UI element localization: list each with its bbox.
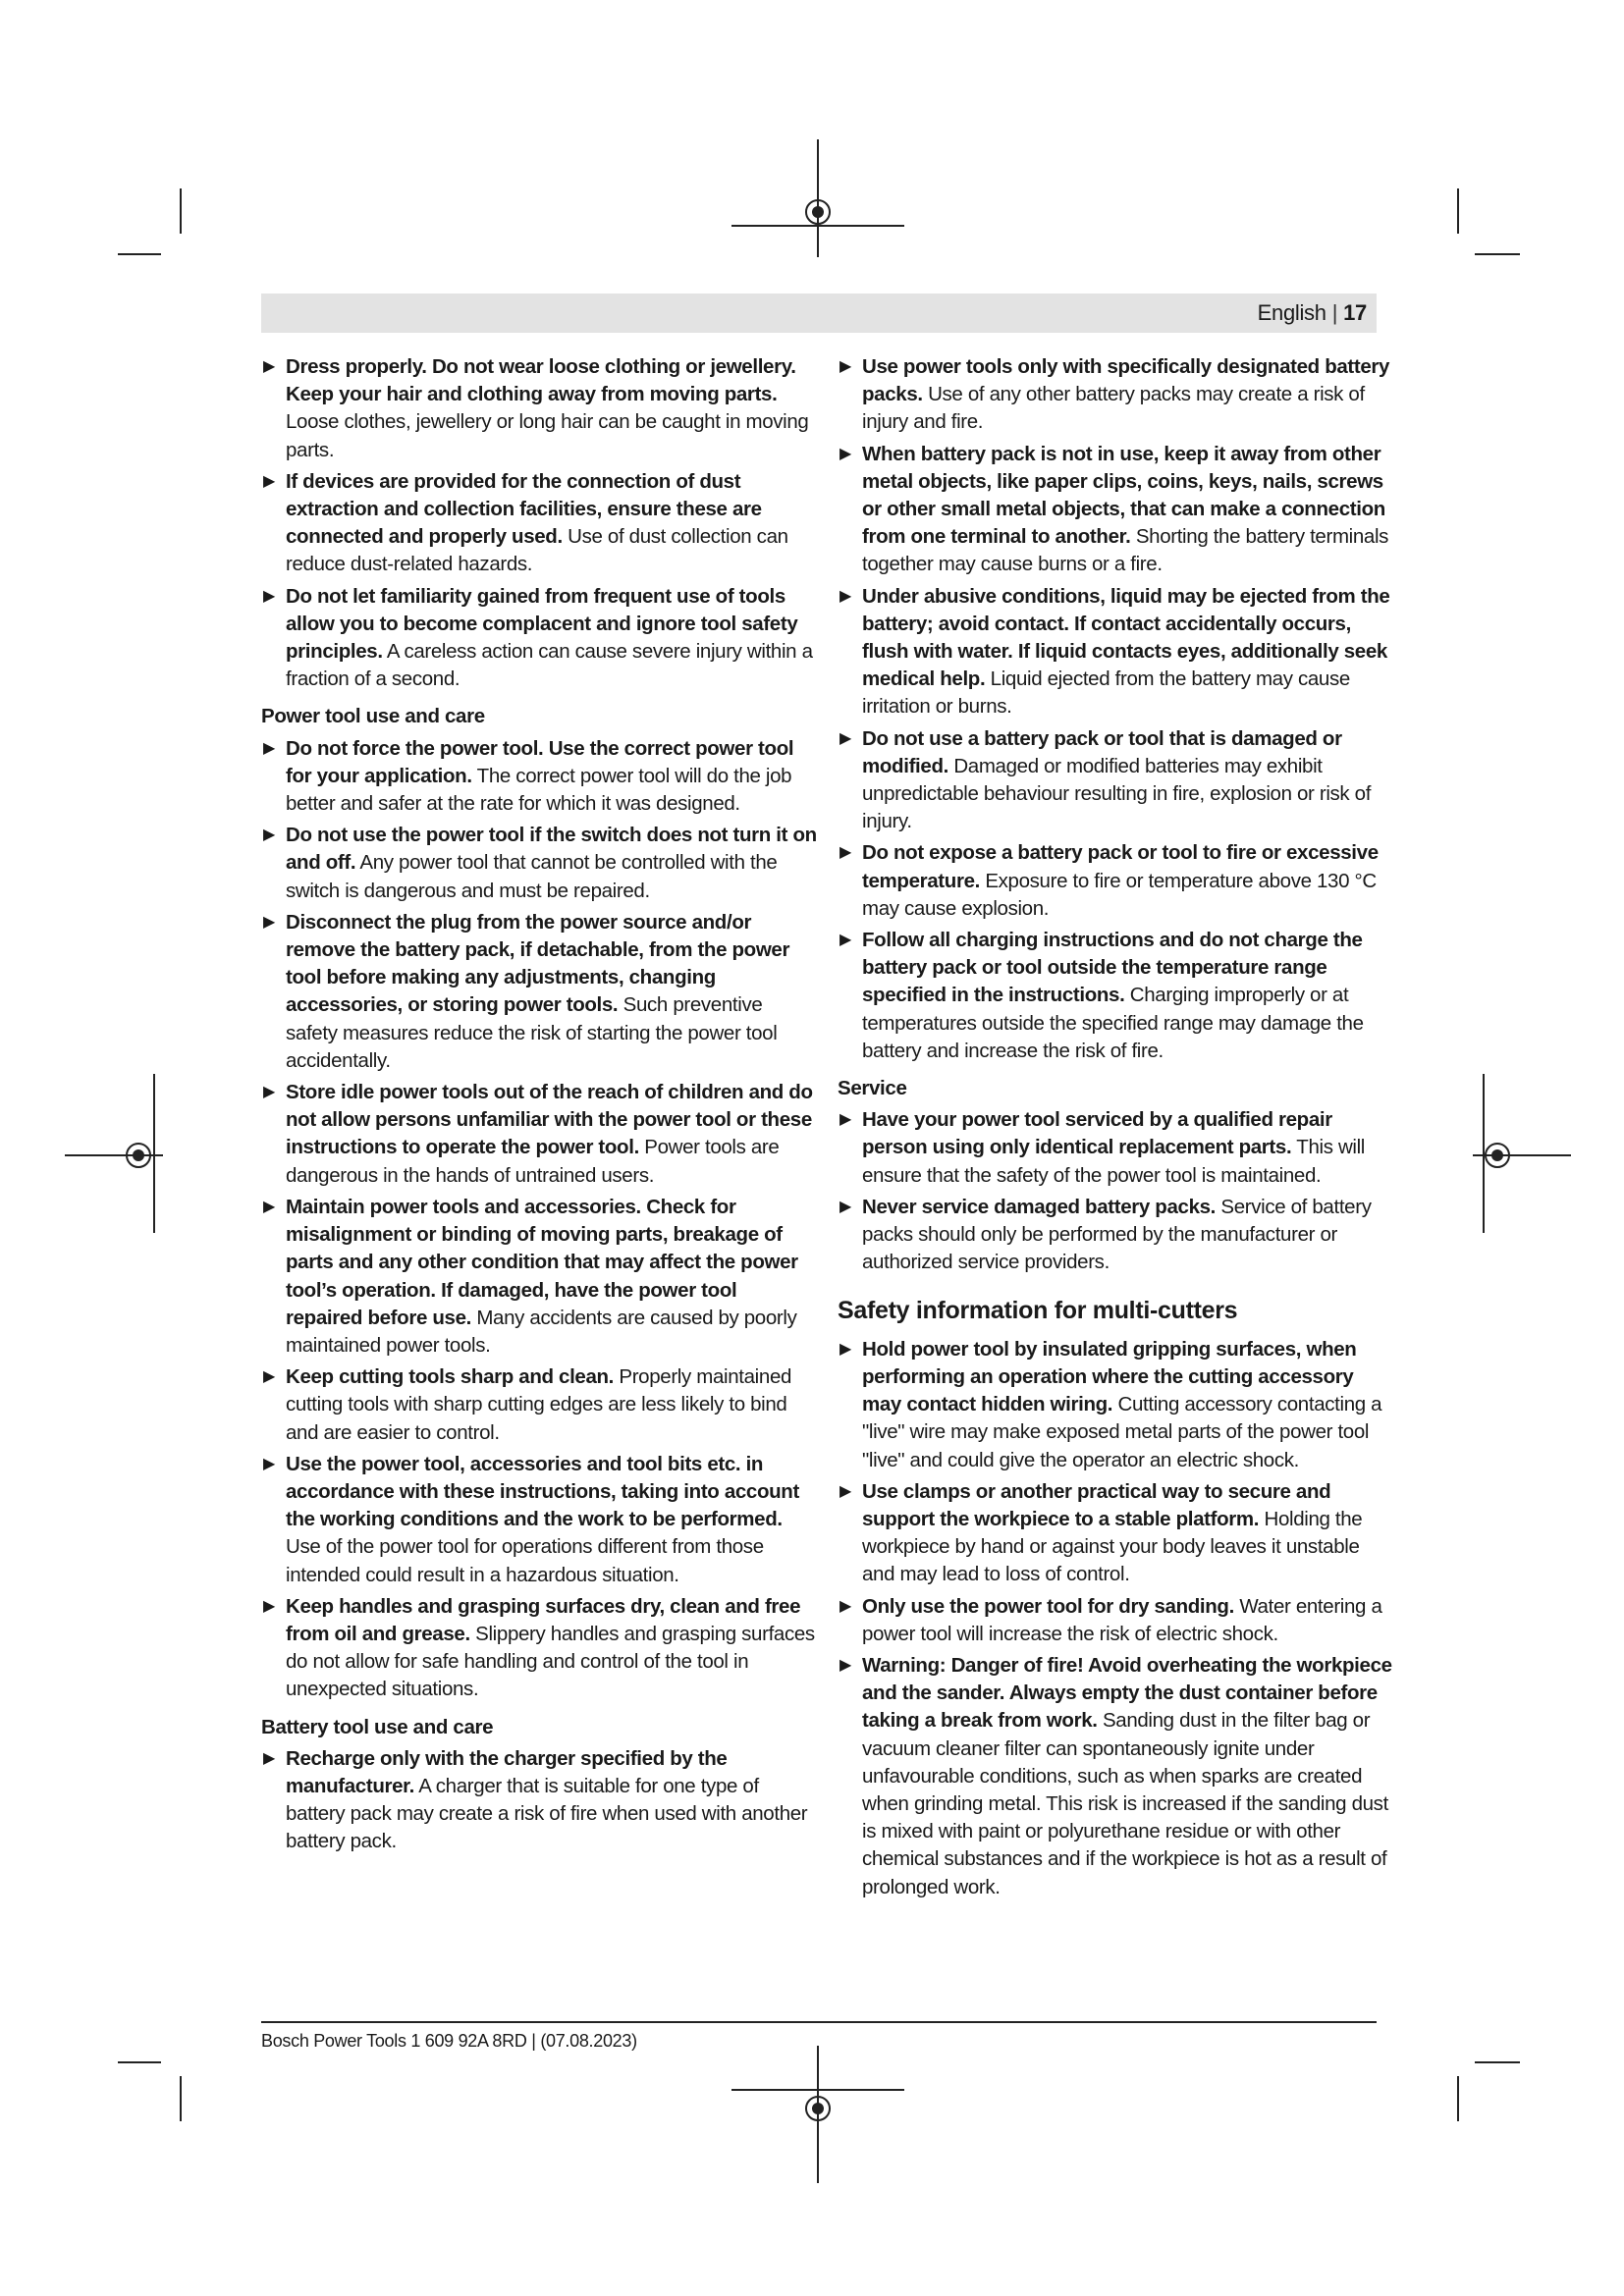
item-paragraph [286,735,817,819]
item-instruction: Keep handles and grasping surfaces dry, clean and free from oil and grease. [286,1594,801,1645]
bullet-arrow-icon: ▶ [263,1084,275,1101]
header-separator: | [1331,300,1338,325]
item-explanation: Sanding dust in the filter bag or vacuum cleaner filter can spontaneously ignite under unfavourable conditions, such as when sparks are created when grinding metal. This risk is increased if the sanding dust is mixed with paint or polyurethane residue or with other chemical substances and if the workpiece is hot as a result of prolonged work. [862,1709,1388,1898]
bullet-arrow-icon: ▶ [263,587,275,605]
safety-list-item [838,1478,1393,1589]
item-explanation: Slippery handles and grasping surfaces do not allow for safe handling and control of the tool in unexpected situations. [286,1622,815,1701]
safety-list-item [838,927,1393,1065]
safety-list-item [261,909,817,1075]
item-instruction: Keep cutting tools sharp and clean. [286,1365,615,1389]
bullet-arrow-icon: ▶ [263,1455,275,1472]
item-paragraph [862,927,1393,1065]
safety-list-item [838,1194,1393,1277]
item-explanation: The correct power tool will do the job better and safer at the rate for which it was designed. [286,764,792,816]
item-explanation: Shorting the battery terminals together may cause burns or a fire. [862,525,1389,576]
item-instruction: Store idle power tools out of the reach of children and do not allow persons unfamiliar with the power tool or these instructions to operate the power tool. [286,1081,813,1159]
page-header [261,294,1377,333]
bullet-arrow-icon: ▶ [263,358,275,375]
item-paragraph [862,583,1393,721]
item-explanation: Damaged or modified batteries may exhibit unpredictable behaviour resulting in fire, explosion or risk of injury. [862,754,1372,833]
item-instruction: Use the power tool, accessories and tool bits etc. in accordance with these instructions, taking into account the working conditions and the work to be performed. [286,1452,799,1531]
bullet-arrow-icon: ▶ [263,1597,275,1615]
safety-list-item [261,822,817,905]
safety-list-item [261,1451,817,1589]
bullet-arrow-icon: ▶ [263,827,275,844]
item-instruction: Disconnect the plug from the power source and/or remove the battery pack, if detachable, from the power tool before making any adjustments, changing accessories, or storing power tools. [286,910,790,1017]
safety-list-item [261,1194,817,1360]
safety-list-item [838,583,1393,721]
item-explanation: Water entering a power tool will increase the risk of electric shock. [862,1594,1382,1645]
item-instruction: Warning: Danger of fire! Avoid overheating the workpiece and the sander. Always empty the dust container before taking a break from work. [862,1653,1392,1733]
item-explanation: Such preventive safety measures reduce the risk of starting the power tool accidentally. [286,993,778,1072]
item-instruction: Only use the power tool for dry sanding. [862,1594,1234,1618]
item-instruction: Under abusive conditions, liquid may be ejected from the battery; avoid contact. If contact accidentally occurs, flush with water. If liquid contacts eyes, additionally seek medical help. [862,584,1390,691]
bullet-arrow-icon: ▶ [839,445,851,462]
bullet-arrow-icon: ▶ [839,1482,851,1500]
item-paragraph [286,1451,817,1589]
item-paragraph [862,353,1393,437]
item-paragraph [862,1106,1393,1190]
safety-list-item [261,1363,817,1447]
safety-list-item [261,1745,817,1856]
item-explanation: Cutting accessory contacting a "live" wire may make exposed metal parts of the power tool "live" and could give the operator an electric shock. [862,1393,1382,1471]
item-paragraph [862,441,1393,579]
item-paragraph [862,1652,1393,1901]
safety-list-item [838,725,1393,836]
safety-list-item [261,1079,817,1190]
item-instruction: Recharge only with the charger specified by the manufacturer. [286,1746,728,1797]
left-items-a [261,353,817,693]
footer-rule [261,2021,1377,2023]
item-paragraph [862,839,1393,923]
item-explanation: A careless action can cause severe injury within a fraction of a second. [286,640,813,691]
header-language: English [1257,300,1326,325]
item-paragraph [862,725,1393,836]
item-explanation: Power tools are dangerous in the hands of untrained users. [286,1136,780,1187]
item-paragraph [286,1745,817,1856]
item-explanation: Many accidents are caused by poorly maintained power tools. [286,1306,797,1357]
item-paragraph [286,1079,817,1190]
bullet-arrow-icon: ▶ [263,1368,275,1386]
item-paragraph [286,583,817,694]
item-paragraph [286,353,817,464]
left-items-c [261,1745,817,1856]
item-instruction: Do not expose a battery pack or tool to fire or excessive temperature. [862,841,1379,892]
bullet-arrow-icon: ▶ [263,1198,275,1215]
item-instruction: Follow all charging instructions and do not charge the battery pack or tool outside the temperature range specified in the instructions. [862,929,1363,1007]
item-instruction: Have your power tool serviced by a qualified repair person using only identical replacement parts. [862,1108,1332,1159]
section-title-multi-cutters: Safety information for multi-cutters [838,1296,1238,1324]
safety-list-item [261,468,817,579]
item-paragraph [286,1363,817,1447]
item-paragraph [862,1194,1393,1277]
page-footer: Bosch Power Tools 1 609 92A 8RD | (07.08.2023) [261,2031,637,2051]
item-paragraph [286,909,817,1075]
safety-list-item [838,353,1393,437]
left-column [261,353,817,1860]
bullet-arrow-icon: ▶ [839,1340,851,1358]
bullet-arrow-icon: ▶ [263,1749,275,1767]
safety-list-item [838,1593,1393,1648]
item-paragraph [286,822,817,905]
item-instruction: Use power tools only with specifically designated battery packs. [862,355,1390,406]
right-items-b [838,1106,1393,1276]
bullet-arrow-icon: ▶ [839,358,851,375]
item-explanation: Exposure to fire or temperature above 130 °C may cause explosion. [862,869,1377,920]
bullet-arrow-icon: ▶ [839,1597,851,1615]
item-explanation: A charger that is suitable for one type of battery pack may create a risk of fire when used with another battery pack. [286,1774,808,1853]
bullet-arrow-icon: ▶ [839,729,851,747]
safety-list-item [838,441,1393,579]
item-explanation: Service of battery packs should only be performed by the manufacturer or authorized service providers. [862,1195,1372,1274]
item-instruction: Do not use a battery pack or tool that is damaged or modified. [862,726,1342,777]
item-explanation: Properly maintained cutting tools with sharp cutting edges are less likely to bind and are easier to control. [286,1365,792,1444]
safety-list-item [261,735,817,819]
item-instruction: Hold power tool by insulated gripping surfaces, when performing an operation where the cutting accessory may contact hidden wiring. [862,1337,1357,1416]
item-explanation: This will ensure that the safety of the power tool is maintained. [862,1136,1366,1187]
item-instruction: Dress properly. Do not wear loose clothing or jewellery. Keep your hair and clothing away from moving parts. [286,355,796,406]
bullet-arrow-icon: ▶ [839,587,851,605]
bullet-arrow-icon: ▶ [839,1656,851,1674]
safety-list-item [261,1593,817,1704]
item-instruction: Do not use the power tool if the switch does not turn it on and off. [286,824,817,875]
item-instruction: When battery pack is not in use, keep it away from other metal objects, like paper clips, coins, keys, nails, screws or other small metal objects, that can make a connection from one terminal to another. [862,442,1385,549]
item-paragraph [862,1478,1393,1589]
item-instruction: Never service damaged battery packs. [862,1195,1217,1218]
safety-list-item [838,1336,1393,1474]
safety-list-item [261,353,817,464]
item-explanation: Use of any other battery packs may create a risk of injury and fire. [862,383,1365,434]
bullet-arrow-icon: ▶ [839,1198,851,1215]
item-instruction: If devices are provided for the connection of dust extraction and collection facilities, ensure these are connected and properly used. [286,469,762,549]
item-explanation: Use of dust collection can reduce dust-related hazards. [286,525,788,576]
item-paragraph [862,1593,1393,1648]
item-paragraph [286,1194,817,1360]
bullet-arrow-icon: ▶ [263,913,275,931]
heading-power-tool-use: Power tool use and care [261,705,485,728]
item-paragraph [862,1336,1393,1474]
safety-list-item [838,1652,1393,1901]
heading-service: Service [838,1077,907,1100]
safety-list-item [261,583,817,694]
safety-list-item [838,839,1393,923]
right-column [838,353,1393,1905]
item-explanation: Holding the workpiece by hand or against your body leaves it unstable and may lead to loss of control. [862,1507,1363,1586]
item-explanation: Charging improperly or at temperatures outside the specified range may damage the battery and increase the risk of fire. [862,984,1364,1062]
item-instruction: Maintain power tools and accessories. Check for misalignment or binding of moving parts, breakage of parts and any other condition that may affect the power tool’s operation. If damaged, have the power tool repaired before use. [286,1195,798,1329]
bullet-arrow-icon: ▶ [263,739,275,757]
right-items-a [838,353,1393,1065]
item-explanation: Use of the power tool for operations different from those intended could result in a hazardous situation. [286,1535,764,1586]
item-instruction: Use clamps or another practical way to secure and support the workpiece to a stable platform. [862,1479,1331,1530]
bullet-arrow-icon: ▶ [263,472,275,490]
item-explanation: Any power tool that cannot be controlled with the switch is dangerous and must be repaired. [286,851,778,902]
bullet-arrow-icon: ▶ [839,932,851,949]
bullet-arrow-icon: ▶ [839,844,851,862]
item-explanation: Loose clothes, jewellery or long hair can be caught in moving parts. [286,410,809,461]
item-instruction: Do not let familiarity gained from frequent use of tools allow you to become complacent and ignore tool safety principles. [286,584,798,664]
item-instruction: Do not force the power tool. Use the correct power tool for your application. [286,736,794,787]
left-items-b [261,735,817,1704]
page-number: 17 [1343,300,1367,325]
item-paragraph [286,1593,817,1704]
right-items-c [838,1336,1393,1901]
safety-list-item [838,1106,1393,1190]
bullet-arrow-icon: ▶ [839,1111,851,1129]
heading-battery-tool-use: Battery tool use and care [261,1715,494,1738]
item-explanation: Liquid ejected from the battery may cause irritation or burns. [862,667,1350,719]
item-paragraph [286,468,817,579]
